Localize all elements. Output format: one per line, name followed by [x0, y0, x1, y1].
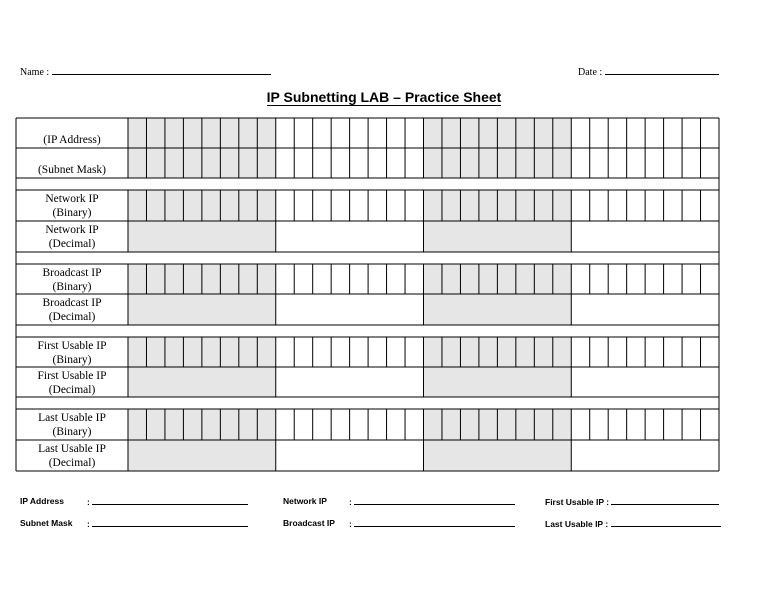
row-label-8-line1: Last Usable IP: [38, 412, 106, 424]
summary-last-usable-ip: [545, 518, 721, 529]
row-label-9-line2: (Decimal): [48, 457, 96, 469]
row-label-4-line2: (Binary): [52, 281, 92, 293]
summary-subnet-mask-line[interactable]: [92, 518, 248, 527]
summary-broadcast-ip-field[interactable]: :: [349, 518, 515, 529]
summary-last-usable-ip-label: Last Usable IP :: [545, 519, 609, 529]
row-label-8-line2: (Binary): [52, 426, 92, 438]
row-label-2-line2: (Binary): [52, 207, 92, 219]
summary-first-usable-ip-line[interactable]: [611, 496, 719, 505]
row-label-1: (Subnet Mask): [37, 164, 107, 176]
name-label: Name :: [20, 67, 50, 78]
shaded-octet-7-2: [424, 294, 572, 325]
shaded-octet-4-2: [424, 221, 572, 252]
shaded-octet-10-0: [128, 367, 276, 397]
shaded-octet-4-0: [128, 221, 276, 252]
row-label-6-line1: First Usable IP: [37, 340, 107, 352]
summary-network-ip-field[interactable]: :: [349, 496, 515, 507]
row-label-3-line1: Network IP: [45, 224, 99, 236]
summary-last-usable-ip-line[interactable]: [611, 518, 721, 527]
row-label-5-line1: Broadcast IP: [42, 297, 102, 309]
summary-network-ip: [283, 496, 327, 506]
row-label-4-line1: Broadcast IP: [42, 267, 102, 279]
shaded-octet-7-0: [128, 294, 276, 325]
summary-subnet-mask-label: Subnet Mask: [20, 518, 73, 528]
summary-subnet-mask-field[interactable]: :: [87, 518, 248, 529]
shaded-octet-10-2: [424, 367, 572, 397]
page-title-text: IP Subnetting LAB – Practice Sheet: [266, 89, 502, 105]
summary-network-ip-label: Network IP: [283, 496, 327, 506]
summary-ip-address-field[interactable]: :: [87, 496, 248, 507]
summary-first-usable-ip: [545, 496, 719, 507]
row-label-3-line2: (Decimal): [48, 238, 96, 250]
shaded-octet-13-2: [424, 440, 572, 471]
row-label-2-line1: Network IP: [45, 193, 99, 205]
shaded-octet-13-0: [128, 440, 276, 471]
summary-broadcast-ip-line[interactable]: [354, 518, 515, 527]
row-label-6-line2: (Binary): [52, 354, 92, 366]
summary-first-usable-ip-label: First Usable IP :: [545, 497, 610, 507]
summary-network-ip-line[interactable]: [354, 496, 515, 505]
summary-ip-address: [20, 496, 64, 506]
summary-ip-address-label: IP Address: [20, 496, 64, 506]
row-label-9-line1: Last Usable IP: [38, 443, 106, 455]
row-label-0: (IP Address): [43, 134, 101, 146]
summary-broadcast-ip: [283, 518, 335, 528]
summary-broadcast-ip-label: Broadcast IP: [283, 518, 335, 528]
date-label: Date :: [578, 67, 603, 78]
row-label-7-line1: First Usable IP: [37, 370, 107, 382]
summary-subnet-mask: [20, 518, 72, 528]
summary-ip-address-line[interactable]: [92, 496, 248, 505]
row-label-5-line2: (Decimal): [48, 311, 96, 323]
row-label-7-line2: (Decimal): [48, 384, 96, 396]
